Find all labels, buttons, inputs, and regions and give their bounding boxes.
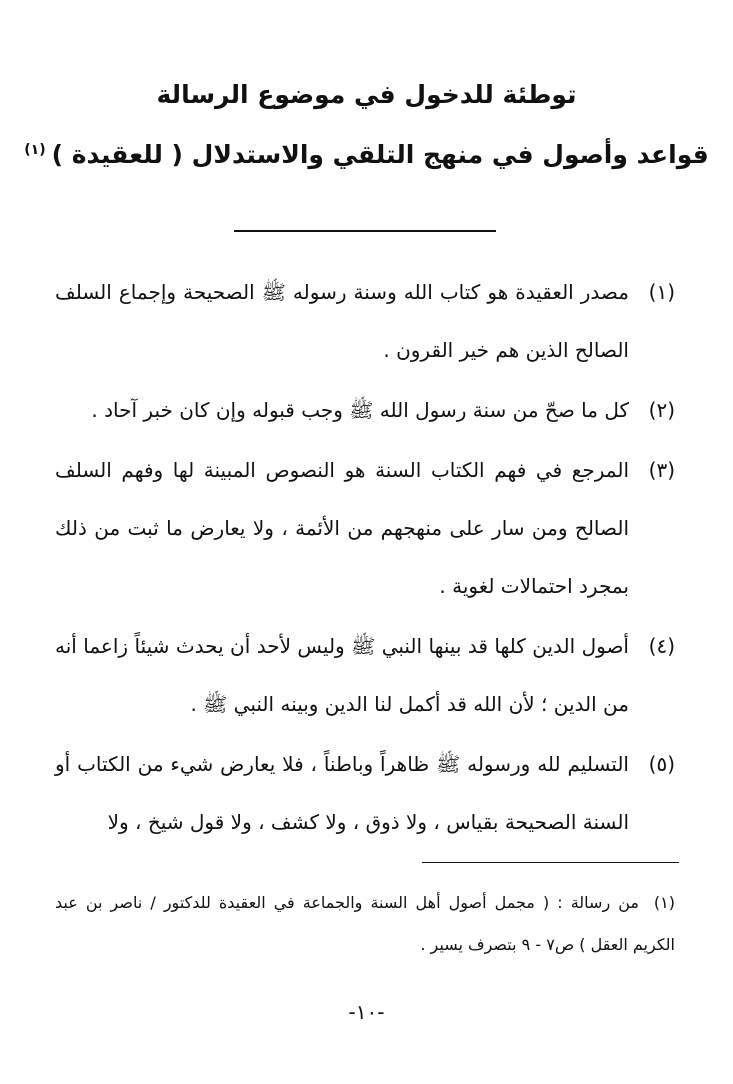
item-text: أصول الدين كلها قد بينها النبي ﷺ وليس لأحد أن يحدث شيئاً زاعما أنه من الدين ؛ لأن الله قد أكمل لنا الدين وبينه النبي ﷺ .: [55, 634, 629, 716]
rules-list: [55, 263, 675, 853]
page-subtitle: [0, 140, 733, 169]
item-number: (٥): [648, 752, 675, 776]
list-item: [55, 441, 675, 615]
list-item: [55, 263, 675, 379]
footnote-text: من رسالة : ( مجمل أصول أهل السنة والجماعة في العقيدة للدكتور / ناصر بن عبد الكريم العقل ) ص٧ - ٩ بتصرف يسير .: [55, 893, 675, 954]
footnote: [55, 882, 675, 966]
item-text: التسليم لله ورسوله ﷺ ظاهراً وباطناً ، فلا يعارض شيء من الكتاب أو السنة الصحيحة بقياس ، ولا ذوق ، ولا كشف ، ولا قول شيخ ، ولا: [55, 752, 629, 834]
list-item: [55, 617, 675, 733]
page-number: -١٠-: [348, 1000, 385, 1024]
item-number: (٢): [648, 398, 675, 422]
subtitle-footnote-marker: (١): [24, 141, 46, 158]
title-divider: [234, 230, 496, 232]
list-item: [55, 381, 675, 439]
subtitle-text: قواعد وأصول في منهج التلقي والاستدلال ( للعقيدة ): [51, 140, 709, 169]
page-title: توطئة للدخول في موضوع الرسالة: [156, 80, 577, 109]
item-number: (١): [648, 280, 675, 304]
item-text: مصدر العقيدة هو كتاب الله وسنة رسوله ﷺ الصحيحة وإجماع السلف الصالح الذين هم خير القرون .: [55, 280, 629, 362]
item-text: كل ما صحّ من سنة رسول الله ﷺ وجب قبوله وإن كان خبر آحاد .: [91, 398, 629, 422]
footnote-number: (١): [653, 893, 675, 912]
list-item: [55, 735, 675, 851]
item-number: (٣): [648, 458, 675, 482]
item-text: المرجع في فهم الكتاب السنة هو النصوص المبينة لها وفهم السلف الصالح ومن سار على منهجهم من الأئمة ، ولا يعارض ما ثبت من ذلك بمجرد احتمالات لغوية .: [55, 458, 629, 598]
footnote-divider: [422, 862, 679, 863]
item-number: (٤): [648, 634, 675, 658]
